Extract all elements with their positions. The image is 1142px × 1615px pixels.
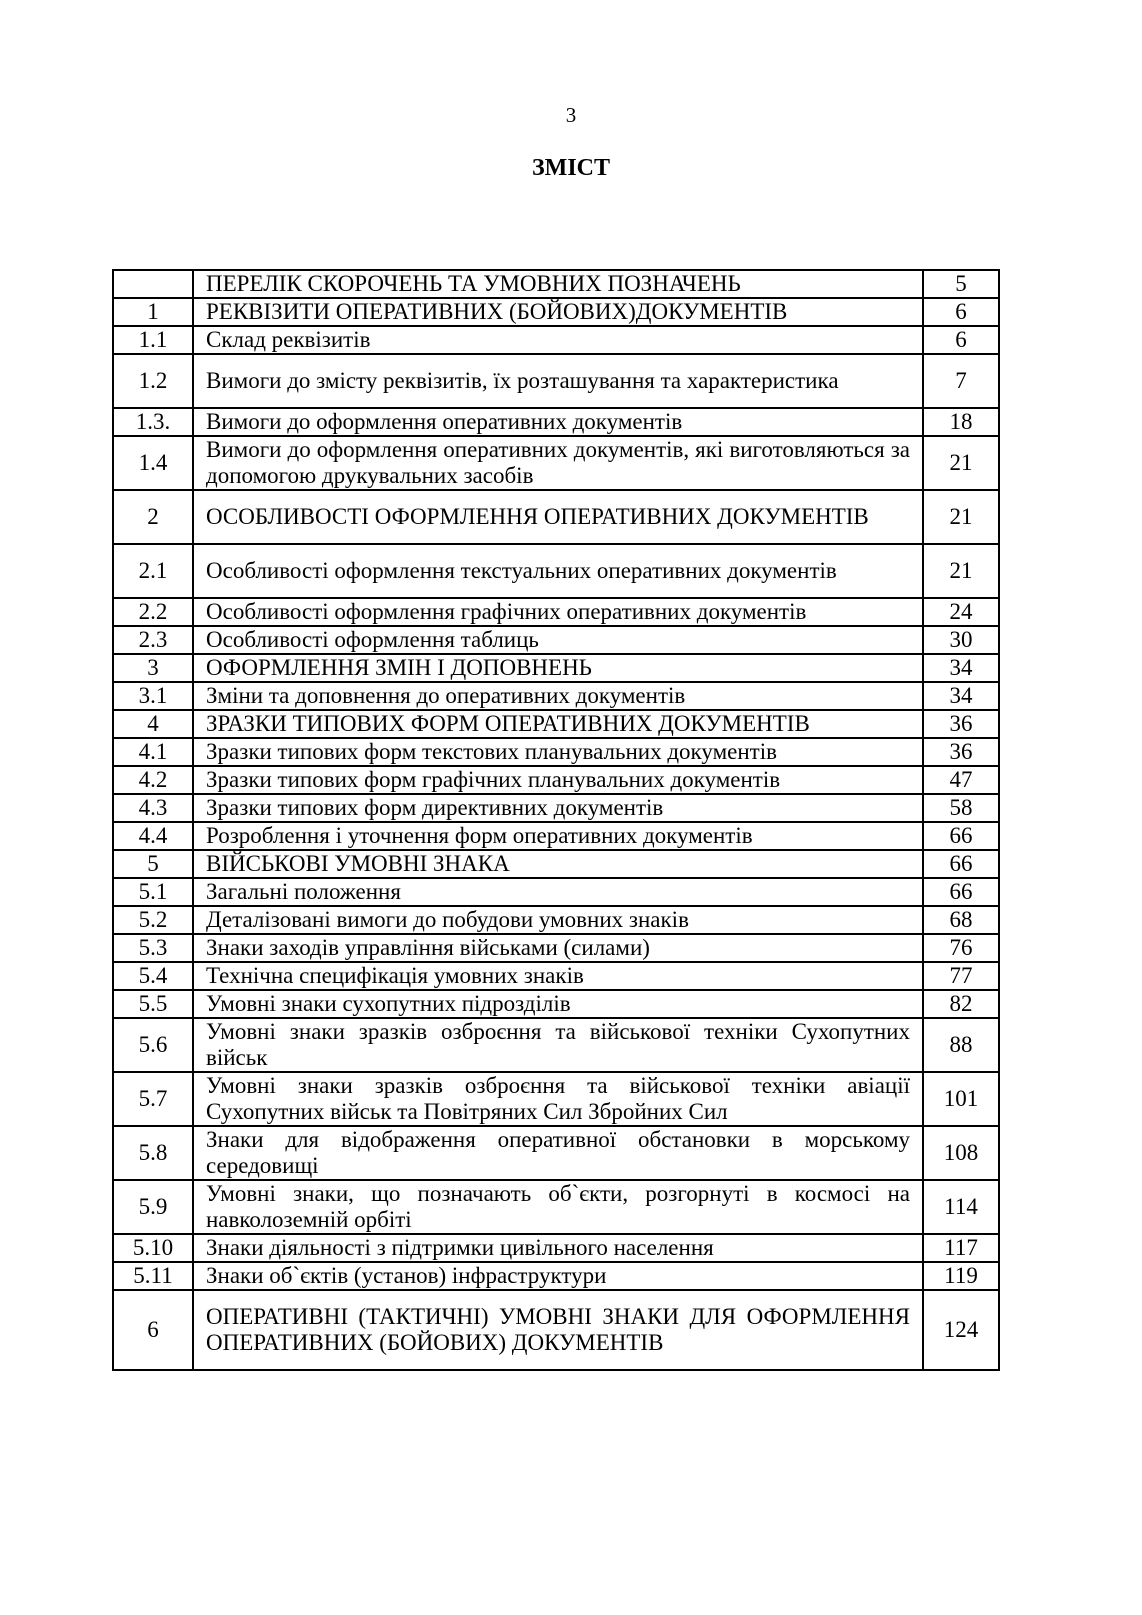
page-ref: 6 (923, 298, 999, 326)
section-number: 2 (113, 490, 193, 544)
page-ref: 34 (923, 682, 999, 710)
toc-row (113, 654, 999, 682)
toc-row (113, 544, 999, 598)
page-ref: 66 (923, 822, 999, 850)
toc-row (113, 794, 999, 822)
toc-row (113, 962, 999, 990)
section-title: Умовні знаки зразків озброєння та військової техніки авіації Сухопутних військ та Повітряних Сил Збройних Сил (193, 1072, 923, 1126)
section-title: РЕКВІЗИТИ ОПЕРАТИВНИХ (БОЙОВИХ)ДОКУМЕНТІВ (193, 298, 923, 326)
section-number: 6 (113, 1290, 193, 1370)
section-title: Умовні знаки сухопутних підрозділів (193, 990, 923, 1018)
page-ref: 47 (923, 766, 999, 794)
toc-row (113, 1126, 999, 1180)
toc-row (113, 598, 999, 626)
section-title: ЗРАЗКИ ТИПОВИХ ФОРМ ОПЕРАТИВНИХ ДОКУМЕНТІВ (193, 710, 923, 738)
section-number: 5.1 (113, 878, 193, 906)
section-number: 1.3. (113, 408, 193, 436)
section-number: 4.4 (113, 822, 193, 850)
section-title: Вимоги до оформлення оперативних документів, які виготовляються за допомогою друкувальних засобів (193, 436, 923, 490)
page-ref: 6 (923, 326, 999, 354)
page-ref: 36 (923, 738, 999, 766)
section-number: 4.2 (113, 766, 193, 794)
toc-row (113, 850, 999, 878)
section-title: Технічна специфікація умовних знаків (193, 962, 923, 990)
section-number: 1.2 (113, 354, 193, 408)
section-number: 5.9 (113, 1180, 193, 1234)
section-number: 5.6 (113, 1018, 193, 1072)
toc-row (113, 490, 999, 544)
page-ref: 66 (923, 878, 999, 906)
toc-row (113, 1018, 999, 1072)
section-number: 3 (113, 654, 193, 682)
section-number: 3.1 (113, 682, 193, 710)
toc-row (113, 906, 999, 934)
toc-body (113, 270, 999, 1370)
table-of-contents (112, 269, 1000, 1371)
page-ref: 117 (923, 1234, 999, 1262)
page-ref: 76 (923, 934, 999, 962)
page-ref: 114 (923, 1180, 999, 1234)
section-number: 2.2 (113, 598, 193, 626)
section-title: Загальні положення (193, 878, 923, 906)
section-title: Зміни та доповнення до оперативних документів (193, 682, 923, 710)
section-title: Особливості оформлення графічних оперативних документів (193, 598, 923, 626)
page-ref: 5 (923, 270, 999, 298)
section-title: Зразки типових форм директивних документів (193, 794, 923, 822)
page-ref: 21 (923, 490, 999, 544)
toc-row (113, 626, 999, 654)
toc-row (113, 738, 999, 766)
toc-row (113, 298, 999, 326)
section-title: Склад реквізитів (193, 326, 923, 354)
section-title: ПЕРЕЛІК СКОРОЧЕНЬ ТА УМОВНИХ ПОЗНАЧЕНЬ (193, 270, 923, 298)
section-number: 5 (113, 850, 193, 878)
section-title: Знаки заходів управління військами (силами) (193, 934, 923, 962)
section-number: 5.7 (113, 1072, 193, 1126)
toc-row (113, 270, 999, 298)
page-ref: 18 (923, 408, 999, 436)
section-number: 1.1 (113, 326, 193, 354)
section-title: Зразки типових форм текстових планувальних документів (193, 738, 923, 766)
toc-row (113, 408, 999, 436)
toc-row (113, 682, 999, 710)
section-title: Вимоги до оформлення оперативних документів (193, 408, 923, 436)
section-number: 4 (113, 710, 193, 738)
page-title: ЗМІСТ (532, 155, 610, 181)
section-title: Знаки діяльності з підтримки цивільного населення (193, 1234, 923, 1262)
section-title: Особливості оформлення текстуальних оперативних документів (193, 544, 923, 598)
page-ref: 7 (923, 354, 999, 408)
page-ref: 30 (923, 626, 999, 654)
page-ref: 34 (923, 654, 999, 682)
toc-row (113, 1072, 999, 1126)
toc-row (113, 934, 999, 962)
page-ref: 108 (923, 1126, 999, 1180)
toc-row (113, 354, 999, 408)
section-number: 1 (113, 298, 193, 326)
section-title: Розроблення і уточнення форм оперативних документів (193, 822, 923, 850)
section-title: Знаки для відображення оперативної обстановки в морському середовищі (193, 1126, 923, 1180)
section-title: ВІЙСЬКОВІ УМОВНІ ЗНАКА (193, 850, 923, 878)
section-title: Умовні знаки, що позначають об`єкти, розгорнуті в космосі на навколоземній орбіті (193, 1180, 923, 1234)
toc-row (113, 878, 999, 906)
section-number: 5.10 (113, 1234, 193, 1262)
section-title: Зразки типових форм графічних планувальних документів (193, 766, 923, 794)
toc-row (113, 326, 999, 354)
section-title: ОФОРМЛЕННЯ ЗМІН І ДОПОВНЕНЬ (193, 654, 923, 682)
page-ref: 21 (923, 544, 999, 598)
section-number: 1.4 (113, 436, 193, 490)
section-number: 5.4 (113, 962, 193, 990)
toc-row (113, 766, 999, 794)
page-ref: 66 (923, 850, 999, 878)
section-title: Вимоги до змісту реквізитів, їх розташування та характеристика (193, 354, 923, 408)
page-ref: 88 (923, 1018, 999, 1072)
section-number: 5.3 (113, 934, 193, 962)
toc-row (113, 710, 999, 738)
section-title: Умовні знаки зразків озброєння та військової техніки Сухопутних військ (193, 1018, 923, 1072)
toc-row (113, 436, 999, 490)
section-number: 5.11 (113, 1262, 193, 1290)
page-ref: 82 (923, 990, 999, 1018)
page-ref: 36 (923, 710, 999, 738)
page-ref: 101 (923, 1072, 999, 1126)
toc-row (113, 1234, 999, 1262)
section-title: ОСОБЛИВОСТІ ОФОРМЛЕННЯ ОПЕРАТИВНИХ ДОКУМЕНТІВ (193, 490, 923, 544)
section-title: Особливості оформлення таблиць (193, 626, 923, 654)
page-ref: 24 (923, 598, 999, 626)
toc-row (113, 1262, 999, 1290)
page-ref: 68 (923, 906, 999, 934)
section-number: 2.3 (113, 626, 193, 654)
page-ref: 58 (923, 794, 999, 822)
section-title: ОПЕРАТИВНІ (ТАКТИЧНІ) УМОВНІ ЗНАКИ ДЛЯ ОФОРМЛЕННЯ ОПЕРАТИВНИХ (БОЙОВИХ) ДОКУМЕНТІВ (193, 1290, 923, 1370)
toc-row (113, 1180, 999, 1234)
section-number: 5.8 (113, 1126, 193, 1180)
page-number: 3 (565, 103, 577, 127)
page-ref: 124 (923, 1290, 999, 1370)
section-title: Деталізовані вимоги до побудови умовних знаків (193, 906, 923, 934)
section-number: 4.3 (113, 794, 193, 822)
toc-row (113, 1290, 999, 1370)
section-number: 4.1 (113, 738, 193, 766)
page-ref: 77 (923, 962, 999, 990)
section-number (113, 270, 193, 298)
page-ref: 21 (923, 436, 999, 490)
section-number: 5.5 (113, 990, 193, 1018)
section-number: 2.1 (113, 544, 193, 598)
section-number: 5.2 (113, 906, 193, 934)
toc-row (113, 822, 999, 850)
toc-row (113, 990, 999, 1018)
section-title: Знаки об`єктів (установ) інфраструктури (193, 1262, 923, 1290)
page-ref: 119 (923, 1262, 999, 1290)
